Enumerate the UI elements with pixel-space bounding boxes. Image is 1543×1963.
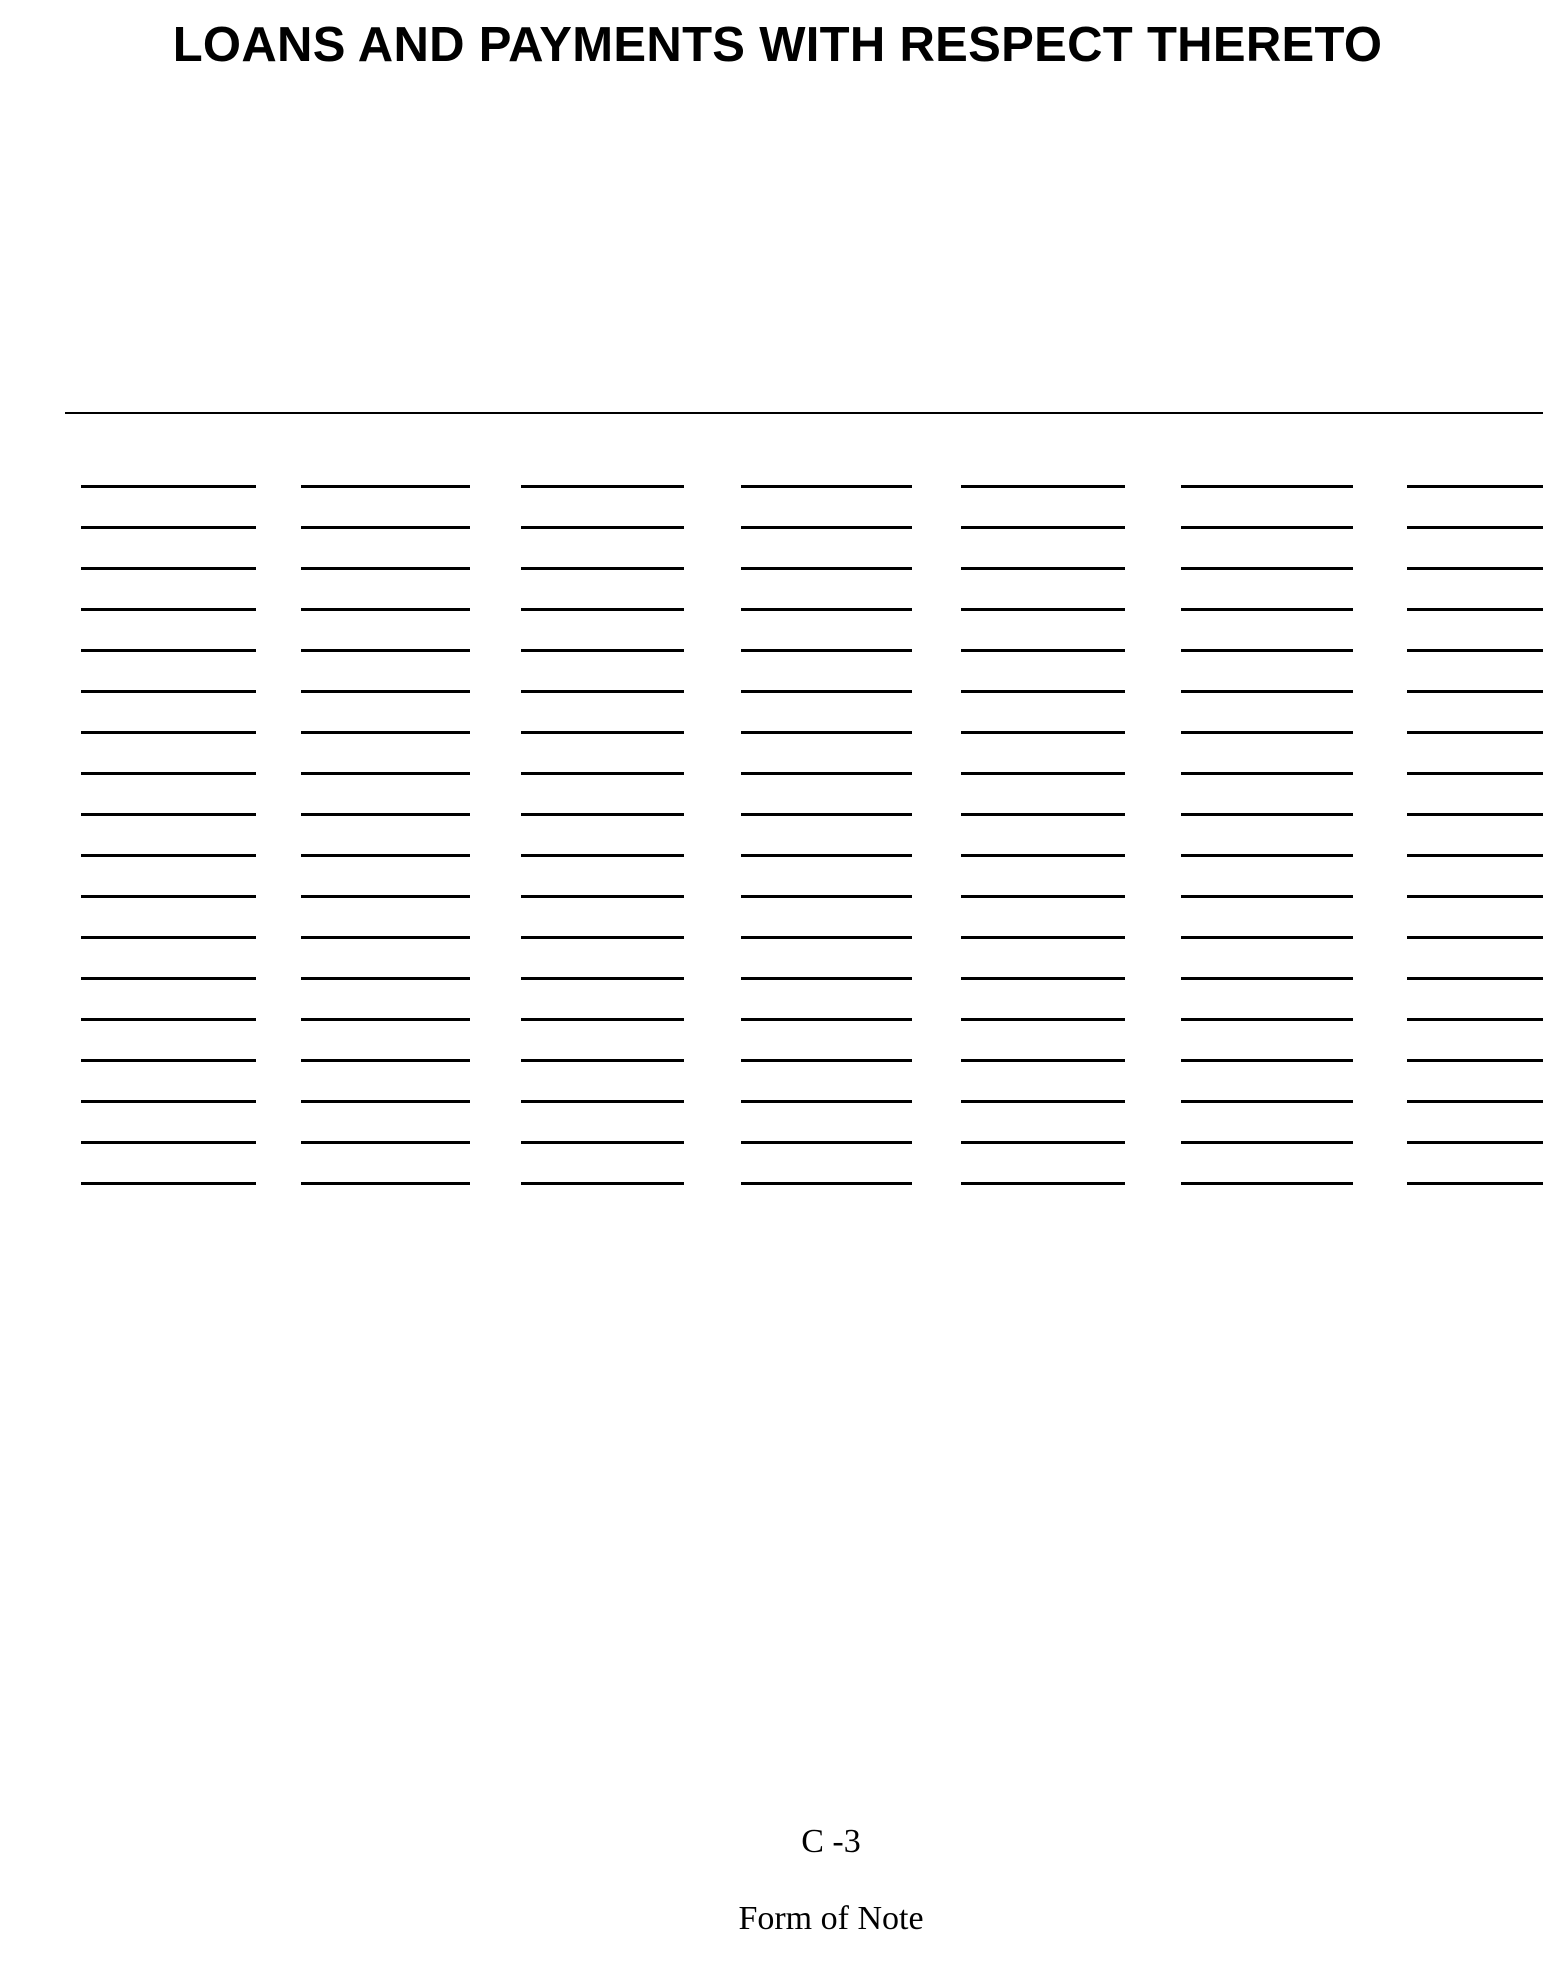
blank-entry-line [741, 977, 912, 980]
blank-entry-line [1407, 567, 1543, 570]
blank-entry-line [521, 854, 684, 857]
blank-entry-line [301, 649, 470, 652]
blank-entry-line [1407, 854, 1543, 857]
blank-entry-line [741, 649, 912, 652]
blank-entry-line [1407, 649, 1543, 652]
blank-entry-line [81, 854, 256, 857]
blank-entry-line [81, 608, 256, 611]
blank-entry-line [1407, 485, 1543, 488]
blank-entry-line [301, 772, 470, 775]
page-title: LOANS AND PAYMENTS WITH RESPECT THERETO [172, 18, 1383, 72]
blank-entry-line [521, 936, 684, 939]
blank-entry-line [1407, 1141, 1543, 1144]
blank-entry-line [961, 772, 1125, 775]
blank-entry-line [961, 1018, 1125, 1021]
blank-entry-line [1407, 895, 1543, 898]
blank-entry-line [1181, 813, 1353, 816]
blank-entry-line [301, 977, 470, 980]
blank-entry-line [1181, 854, 1353, 857]
blank-entry-line [521, 649, 684, 652]
blank-entry-line [81, 649, 256, 652]
blank-entry-line [521, 813, 684, 816]
blank-entry-line [1407, 1100, 1543, 1103]
blank-entry-line [961, 895, 1125, 898]
blank-entry-line [521, 1059, 684, 1062]
blank-entry-line [521, 731, 684, 734]
blank-entry-line [301, 731, 470, 734]
blank-entry-line [1407, 977, 1543, 980]
blank-entry-line [961, 690, 1125, 693]
blank-entry-line [961, 731, 1125, 734]
blank-entry-line [1181, 608, 1353, 611]
blank-entry-line [301, 1059, 470, 1062]
blank-entry-line [1407, 608, 1543, 611]
blank-entry-line [301, 1100, 470, 1103]
blank-entry-line [1181, 649, 1353, 652]
blank-entry-line [81, 772, 256, 775]
blank-entry-line [301, 895, 470, 898]
blank-entry-line [741, 608, 912, 611]
blank-entry-line [1181, 567, 1353, 570]
blank-entry-line [521, 526, 684, 529]
blank-entry-line [521, 608, 684, 611]
blank-entry-line [741, 731, 912, 734]
blank-entry-line [81, 813, 256, 816]
blank-entry-line [521, 1018, 684, 1021]
blank-entry-line [521, 1141, 684, 1144]
blank-entry-line [1407, 813, 1543, 816]
blank-entry-line [1181, 977, 1353, 980]
blank-entry-line [961, 1100, 1125, 1103]
blank-entry-line [1181, 1182, 1353, 1185]
blank-entry-line [521, 485, 684, 488]
blank-entry-line [741, 772, 912, 775]
blank-entry-line [521, 567, 684, 570]
blank-entry-line [961, 567, 1125, 570]
blank-entry-line [81, 936, 256, 939]
blank-entry-line [1181, 895, 1353, 898]
table-header [0, 0, 1543, 420]
page-number: C -3 [801, 1823, 861, 1860]
blank-entry-line [961, 813, 1125, 816]
blank-entry-line [961, 1059, 1125, 1062]
blank-entry-line [301, 1141, 470, 1144]
blank-entry-line [81, 977, 256, 980]
blank-entry-line [81, 485, 256, 488]
blank-entry-line [1181, 936, 1353, 939]
blank-entry-line [81, 1100, 256, 1103]
blank-entry-line [961, 649, 1125, 652]
blank-entry-line [1407, 1059, 1543, 1062]
blank-entry-line [521, 895, 684, 898]
blank-entry-line [1407, 1018, 1543, 1021]
blank-entry-line [741, 1018, 912, 1021]
blank-entry-line [521, 977, 684, 980]
blank-entry-line [1407, 1182, 1543, 1185]
blank-entry-line [1181, 1018, 1353, 1021]
blank-entry-line [81, 690, 256, 693]
blank-entry-line [521, 690, 684, 693]
blank-entry-line [961, 608, 1125, 611]
blank-entry-line [1407, 772, 1543, 775]
blank-entry-line [741, 567, 912, 570]
blank-entry-line [961, 977, 1125, 980]
blank-entry-line [301, 1182, 470, 1185]
blank-entry-line [741, 895, 912, 898]
footer-caption: Form of Note [738, 1900, 924, 1937]
blank-entry-line [301, 485, 470, 488]
blank-entry-line [521, 1182, 684, 1185]
blank-entry-line [741, 1059, 912, 1062]
blank-entry-line [301, 567, 470, 570]
blank-entry-line [961, 526, 1125, 529]
blank-entry-line [301, 690, 470, 693]
blank-entry-line [81, 1141, 256, 1144]
blank-entry-line [741, 485, 912, 488]
blank-entry-line [301, 608, 470, 611]
blank-entry-line [741, 1100, 912, 1103]
blank-entry-line [81, 1018, 256, 1021]
blank-entry-line [1407, 690, 1543, 693]
blank-entry-line [521, 772, 684, 775]
blank-entry-line [81, 526, 256, 529]
blank-entry-line [1181, 731, 1353, 734]
blank-entry-line [961, 936, 1125, 939]
blank-entry-line [1181, 1100, 1353, 1103]
blank-entry-line [961, 854, 1125, 857]
blank-entry-line [301, 526, 470, 529]
blank-entry-line [301, 936, 470, 939]
blank-entry-line [741, 813, 912, 816]
blank-entry-line [741, 1182, 912, 1185]
blank-entry-line [961, 1182, 1125, 1185]
blank-entry-line [741, 690, 912, 693]
header-rule [65, 412, 1543, 414]
blank-entry-line [741, 854, 912, 857]
blank-entry-line [81, 567, 256, 570]
blank-entry-line [301, 1018, 470, 1021]
blank-entry-line [81, 895, 256, 898]
blank-entry-line [1181, 526, 1353, 529]
blank-entry-line [1181, 1059, 1353, 1062]
blank-entry-line [301, 854, 470, 857]
blank-entry-line [741, 1141, 912, 1144]
blank-entry-line [1407, 731, 1543, 734]
blank-entry-line [961, 485, 1125, 488]
blank-entry-line [1407, 526, 1543, 529]
blank-entry-line [1181, 690, 1353, 693]
blank-entry-line [741, 936, 912, 939]
blank-entry-line [1407, 936, 1543, 939]
blank-entry-line [1181, 1141, 1353, 1144]
blank-entry-line [1181, 485, 1353, 488]
blank-entry-line [81, 1182, 256, 1185]
blank-entry-line [1181, 772, 1353, 775]
blank-entry-line [301, 813, 470, 816]
blank-entry-line [521, 1100, 684, 1103]
blank-entry-line [81, 1059, 256, 1062]
blank-entry-line [741, 526, 912, 529]
blank-entry-line [961, 1141, 1125, 1144]
blank-entry-line [81, 731, 256, 734]
